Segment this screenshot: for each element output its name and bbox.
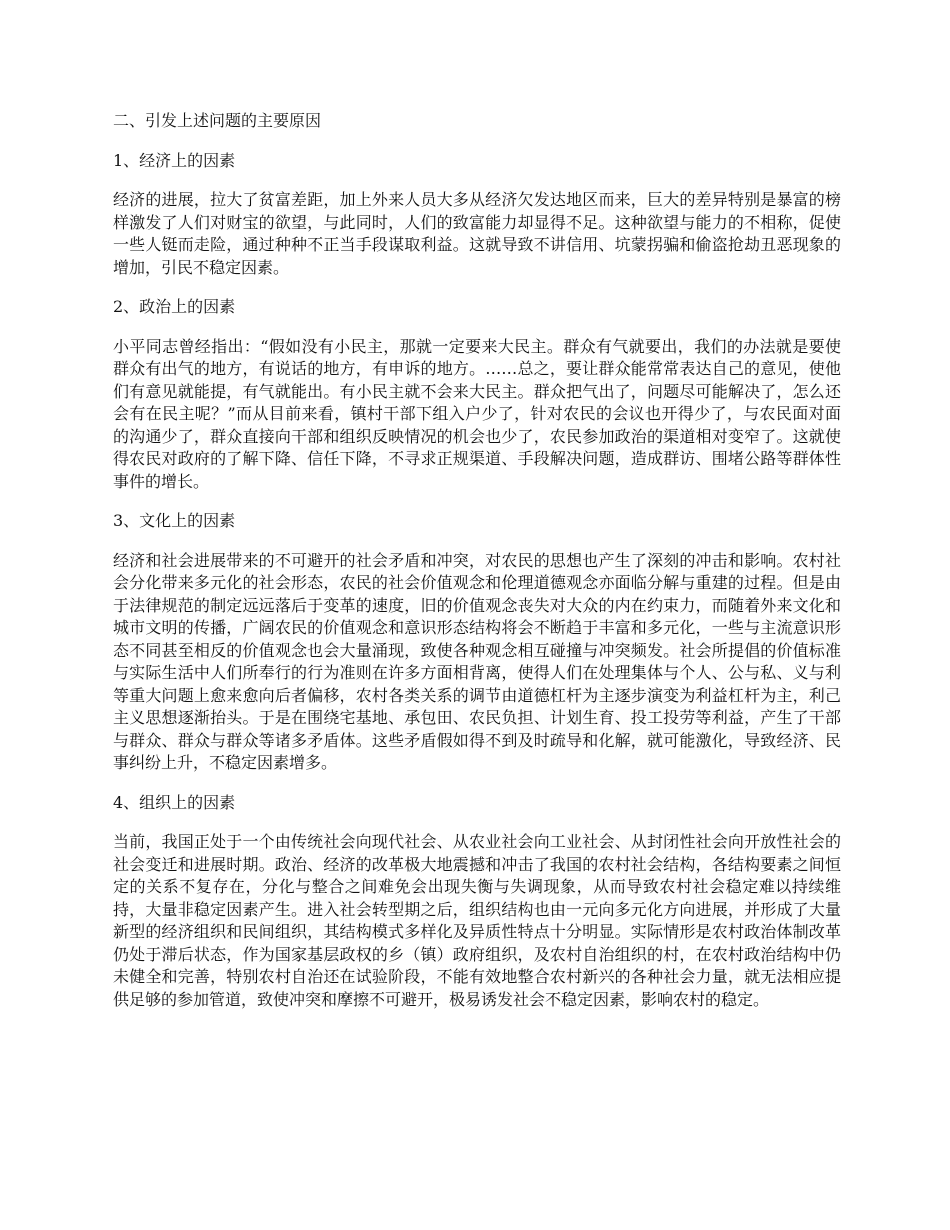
paragraph-cultural: 经济和社会进展带来的不可避开的社会矛盾和冲突，对农民的思想也产生了深刻的冲击和影响。农村社会分化带来多元化的社会形态，农民的社会价值观念和伦理道德观念亦面临分解与重建的过程。但是由于法律规范的制定远远落后于变革的速度，旧的价值观念丧失对大众的内在约束力，而随着外来文化和城市文明的传播，广阔农民的价值观念和意识形态结构将会不断趋于丰富和多元化，一些与主流意识形态不同甚至相反的价值观念也会大量涌现，致使各种观念相互碰撞与冲突频发。社会所提倡的价值标准与实际生活中人们所奉行的行为准则在许多方面相背离，使得人们在处理集体与个人、公与私、义与利等重大问题上愈来愈向后者偏移，农村各类关系的调节由道德杠杆为主逐步演变为利益杠杆为主，利己主义思想逐渐抬头。于是在围绕宅基地、承包田、农民负担、计划生育、投工投劳等利益，产生了干部与群众、群众与群众等诸多矛盾体。这些矛盾假如得不到及时疏导和化解，就可能激化，导致经济、民事纠纷上升，不稳定因素增多。 [113, 550, 841, 772]
paragraph-economic: 经济的进展，拉大了贫富差距，加上外来人员大多从经济欠发达地区而来，巨大的差异特别是暴富的榜样激发了人们对财宝的欲望，与此同时，人们的致富能力却显得不足。这种欲望与能力的不相称，促使一些人铤而走险，通过种种不正当手段谋取利益。这就导致不讲信用、坑蒙拐骗和偷盗抢劫丑恶现象的增加，引民不稳定因素。 [113, 190, 841, 277]
paragraph-political: 小平同志曾经指出：“假如没有小民主，那就一定要来大民主。群众有气就要出，我们的办法就是要使群众有出气的地方，有说话的地方，有申诉的地方。……总之，要让群众能常常表达自己的意见，使他们有意见就能提，有气就能出。有小民主就不会来大民主。群众把气出了，问题尽可能解决了，怎么还会有在民主呢？”而从目前来看，镇村干部下组入户少了，针对农民的会议也开得少了，与农民面对面的沟通少了，群众直接向干部和组织反映情况的机会也少了，农民参加政治的渠道相对变窄了。这就使得农民对政府的了解下降、信任下降，不寻求正规渠道、手段解决问题，造成群访、围堵公路等群体性事件的增长。 [113, 336, 841, 491]
heading-cultural: 3、文化上的因素 [113, 511, 236, 530]
heading-political: 2、政治上的因素 [113, 297, 236, 316]
paragraph-organizational: 当前，我国正处于一个由传统社会向现代社会、从农业社会向工业社会、从封闭性社会向开放性社会的社会变迁和进展时期。政治、经济的改革极大地震撼和冲击了我国的农村社会结构，各结构要素之间恒定的关系不复存在，分化与整合之间难免会出现失衡与失调现象，从而导致农村社会稳定难以持续维持，大量非稳定因素产生。进入社会转型期之后，组织结构也由一元向多元化方向进展，并形成了大量新型的经济组织和民间组织，其结构模式多样化及异质性特点十分明显。实际情形是农村政治体制改革仍处于滞后状态，作为国家基层政权的乡（镇）政府组织，及农村自治组织的村，在农村政治结构中仍未健全和完善，特别农村自治还在试验阶段，不能有效地整合农村新兴的各种社会力量，就无法相应提供足够的参加管道，致使冲突和摩擦不可避开，极易诱发社会不稳定因素，影响农村的稳定。 [113, 832, 841, 1009]
document-body [113, 110, 841, 1028]
heading-economic: 1、经济上的因素 [113, 150, 236, 170]
heading-organizational: 4、组织上的因素 [113, 792, 236, 812]
section-title: 二、引发上述问题的主要原因 [113, 111, 322, 130]
